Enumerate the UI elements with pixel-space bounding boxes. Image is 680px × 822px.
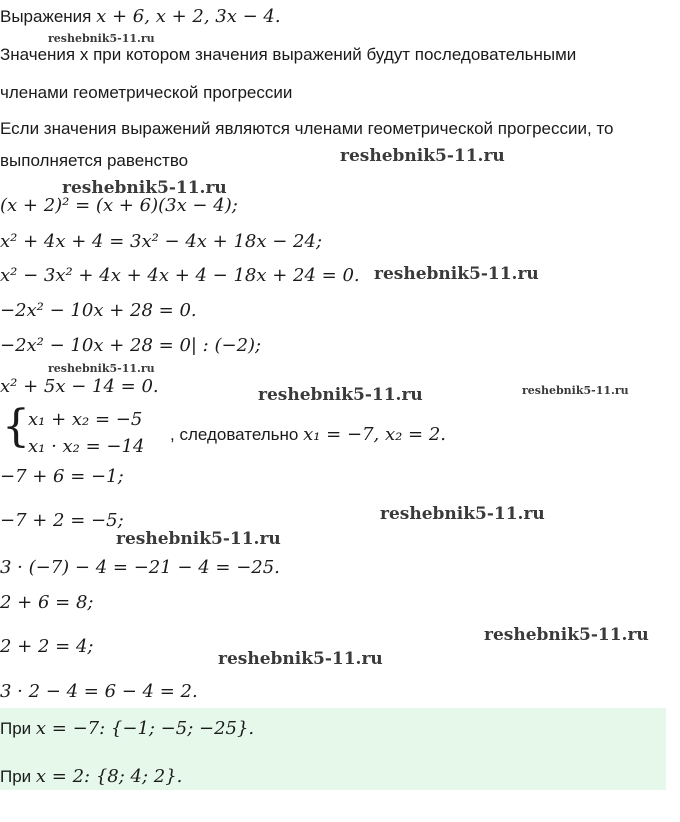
task-line-1: Значения x при котором значения выражений будут последовательными (0, 45, 577, 64)
step-2: x² + 4x + 4 = 3x² − 4x + 18x − 24; (0, 231, 323, 252)
step-4: −2x² − 10x + 28 = 0. (0, 300, 197, 321)
answer-2 (0, 766, 182, 788)
check-3: 3 · (−7) − 4 = −21 − 4 = −25. (0, 557, 280, 578)
watermark: reshebnik5-11.ru (116, 529, 281, 549)
answer-2-prefix: При (0, 767, 32, 786)
step-1: (x + 2)² = (x + 6)(3x − 4); (0, 195, 238, 216)
answer-1 (0, 718, 254, 740)
watermark: reshebnik5-11.ru (484, 625, 649, 645)
step-5: −2x² − 10x + 28 = 0| : (−2); (0, 335, 262, 356)
intro-line (0, 6, 281, 28)
explanation-line-1: Если значения выражений являются членами геометрической прогрессии, то (0, 119, 614, 138)
watermark: reshebnik5-11.ru (258, 385, 423, 405)
step-6: x² + 5x − 14 = 0. (0, 376, 159, 397)
watermark: reshebnik5-11.ru (62, 178, 227, 198)
watermark: reshebnik5-11.ru (218, 649, 383, 669)
answer-2-math: x = 2: {8; 4; 2}. (35, 766, 183, 787)
intro-expressions: x + 6, x + 2, 3x − 4. (96, 6, 281, 27)
system-conclusion-math: x₁ = −7, x₂ = 2. (303, 424, 447, 445)
watermark: reshebnik5-11.ru (48, 32, 155, 45)
intro-label: Выражения (0, 7, 92, 26)
answer-1-prefix: При (0, 719, 32, 738)
answer-1-math: x = −7: {−1; −5; −25}. (35, 718, 255, 739)
explanation-line-2: выполняется равенство (0, 151, 189, 170)
check-4: 2 + 6 = 8; (0, 592, 94, 613)
watermark: reshebnik5-11.ru (48, 362, 155, 375)
system-conclusion-text: , следовательно (170, 425, 299, 444)
watermark: reshebnik5-11.ru (380, 504, 545, 524)
check-1: −7 + 6 = −1; (0, 466, 124, 487)
task-line-2: членами геометрической прогрессии (0, 83, 293, 102)
check-6: 3 · 2 − 4 = 6 − 4 = 2. (0, 681, 198, 702)
system-eq-1: x₁ + x₂ = −5 (28, 409, 143, 430)
watermark: reshebnik5-11.ru (522, 384, 629, 397)
check-5: 2 + 2 = 4; (0, 636, 94, 657)
watermark: reshebnik5-11.ru (374, 264, 539, 284)
watermark: reshebnik5-11.ru (340, 146, 505, 166)
system-eq-2: x₁ · x₂ = −14 (28, 436, 145, 457)
step-3: x² − 3x² + 4x + 4x + 4 − 18x + 24 = 0. (0, 265, 360, 286)
system-conclusion (170, 424, 446, 446)
check-2: −7 + 2 = −5; (0, 510, 124, 531)
system-brace: { (2, 401, 30, 452)
